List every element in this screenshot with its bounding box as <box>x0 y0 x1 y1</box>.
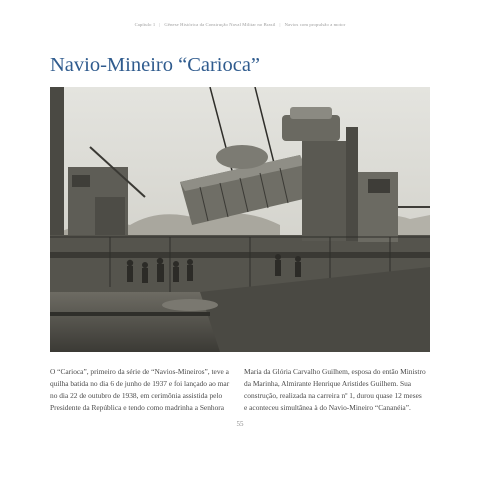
historical-photo <box>50 87 430 352</box>
page-number: 55 <box>236 420 244 428</box>
body-line: quilha batida no dia 6 de junho de 1937 e foi lançado ao mar <box>50 379 230 388</box>
body-text-right <box>244 366 430 414</box>
page-title: Navio-Mineiro “Carioca” <box>50 54 261 76</box>
body-line: no dia 22 de outubro de 1938, em cerimônia assistida pelo <box>50 391 223 400</box>
body-line: e aconteceu simultânea à do Navio-Mineiro “Cananéia”. <box>244 403 411 412</box>
header-chapter: Capítulo 1 <box>134 22 156 27</box>
header-book-title: Gênese Histórica da Construção Naval Militar no Brasil <box>164 22 276 27</box>
body-line: construção, realizada na carreira nº 1, durou quase 12 meses <box>244 391 422 400</box>
body-line: Maria da Glória Carvalho Guilhem, esposa do então Ministro <box>244 367 426 376</box>
body-line: O “Carioca”, primeiro da série de “Navios-Mineiros”, teve a <box>50 367 229 376</box>
body-text-left <box>50 366 235 414</box>
body-line: Presidente da República e tendo como madrinha a Senhora <box>50 403 225 412</box>
header-section: Navios com propulsão a motor <box>284 22 346 27</box>
body-line: da Marinha, Almirante Henrique Aristides Guilhem. Sua <box>244 379 412 388</box>
running-header: Capítulo 1 | Gênese Histórica da Construção Naval Militar no Brasil | Navios com propulsão a motor <box>134 22 346 27</box>
